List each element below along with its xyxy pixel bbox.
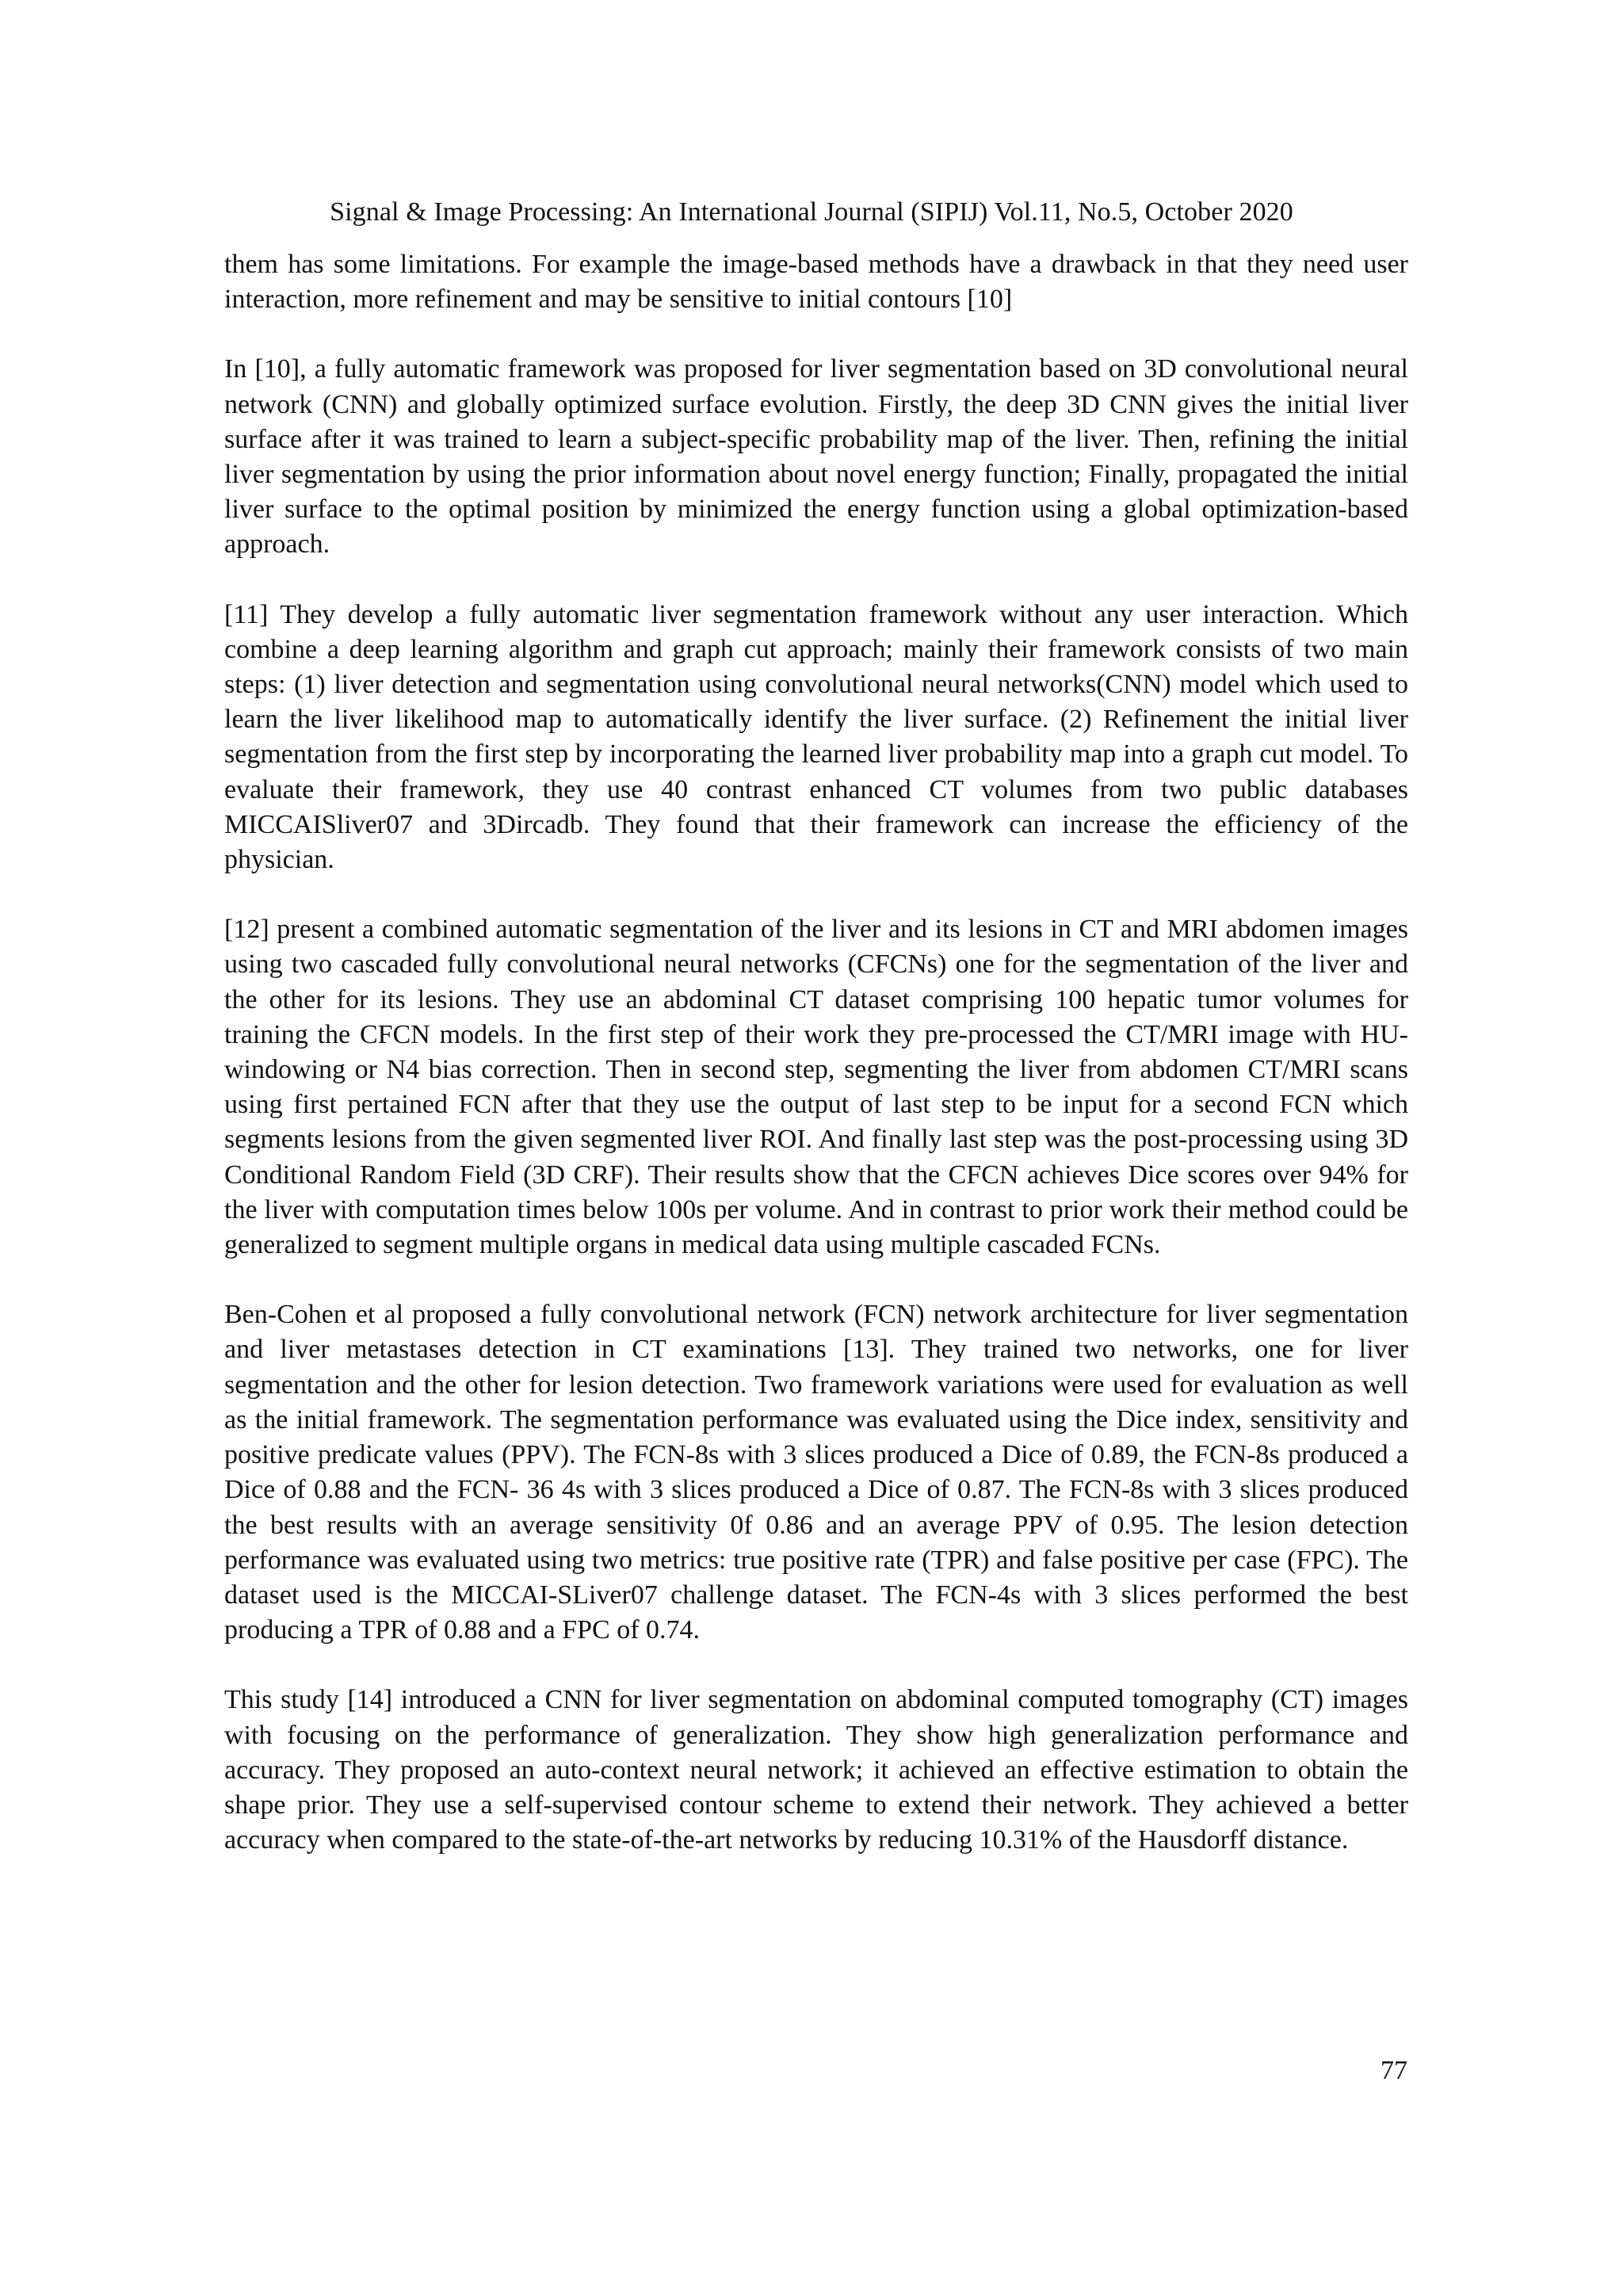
- paragraph-limitations: them has some limitations. For example the image-based methods have a drawback in that they need user interaction, more refinement and may be sensitive to initial contours [10]: [224, 250, 1408, 315]
- paragraph-ref-12: [12] present a combined automatic segmentation of the liver and its lesions in CT and MRI abdomen images using two cascaded fully convolutional neural networks (CFCNs) one for the segmentation of the liver and the other for its lesions. They use an abdominal CT dataset comprising 100 hepatic tumor volumes for training the CFCN models. In the first step of their work they pre-processed the CT/MRI image with HU-windowing or N4 bias correction. Then in second step, segmenting the liver from abdomen CT/MRI scans using first pertained FCN after that they use the output of last step to be input for a second FCN which segments lesions from the given segmented liver ROI. And finally last step was the post-processing using 3D Conditional Random Field (3D CRF). Their results show that the CFCN achieves Dice scores over 94% for the liver with computation times below 100s per volume. And in contrast to prior work their method could be generalized to segment multiple organs in medical data using multiple cascaded FCNs.: [224, 915, 1408, 1260]
- paragraph-ref-11: [11] They develop a fully automatic liver segmentation framework without any user interaction. Which combine a deep learning algorithm and graph cut approach; mainly their framework consists of two main steps: (1) liver detection and segmentation using convolutional neural networks(CNN) model which used to learn the liver likelihood map to automatically identify the liver surface. (2) Refinement the initial liver segmentation from the first step by incorporating the learned liver probability map into a graph cut model. To evaluate their framework, they use 40 contrast enhanced CT volumes from two public databases MICCAISliver07 and 3Dircadb. They found that their framework can increase the efficiency of the physician.: [224, 599, 1408, 875]
- page-number: 77: [1381, 2056, 1407, 2085]
- body-text: [224, 247, 1408, 1893]
- paragraph-ben-cohen: Ben-Cohen et al proposed a fully convolutional network (FCN) network architecture for liver segmentation and liver metastases detection in CT examinations [13]. They trained two networks, one for liver segmentation and the other for lesion detection. Two framework variations were used for evaluation as well as the initial framework. The segmentation performance was evaluated using the Dice index, sensitivity and positive predicate values (PPV). The FCN-8s with 3 slices produced a Dice of 0.89, the FCN-8s produced a Dice of 0.88 and the FCN- 36 4s with 3 slices produced a Dice of 0.87. The FCN-8s with 3 slices produced the best results with an average sensitivity 0f 0.86 and an average PPV of 0.95. The lesion detection performance was evaluated using two metrics: true positive rate (TPR) and false positive per case (FPC). The dataset used is the MICCAI-SLiver07 challenge dataset. The FCN-4s with 3 slices performed the best producing a TPR of 0.88 and a FPC of 0.74.: [224, 1300, 1408, 1645]
- paragraph-ref-10: In [10], a fully automatic framework was proposed for liver segmentation based on 3D convolutional neural network (CNN) and globally optimized surface evolution. Firstly, the deep 3D CNN gives the initial liver surface after it was trained to learn a subject-specific probability map of the liver. Then, refining the initial liver segmentation by using the prior information about novel energy function; Finally, propagated the initial liver surface to the optimal position by minimized the energy function using a global optimization-based approach.: [224, 354, 1408, 560]
- paragraph-ref-14: This study [14] introduced a CNN for liver segmentation on abdominal computed tomography (CT) images with focusing on the performance of generalization. They show high generalization performance and accuracy. They proposed an auto-context neural network; it achieved an effective estimation to obtain the shape prior. They use a self-supervised contour scheme to extend their network. They achieved a better accuracy when compared to the state-of-the-art networks by reducing 10.31% of the Hausdorff distance.: [224, 1685, 1408, 1855]
- running-header: Signal & Image Processing: An International Journal (SIPIJ) Vol.11, No.5, October 2020: [330, 197, 1293, 227]
